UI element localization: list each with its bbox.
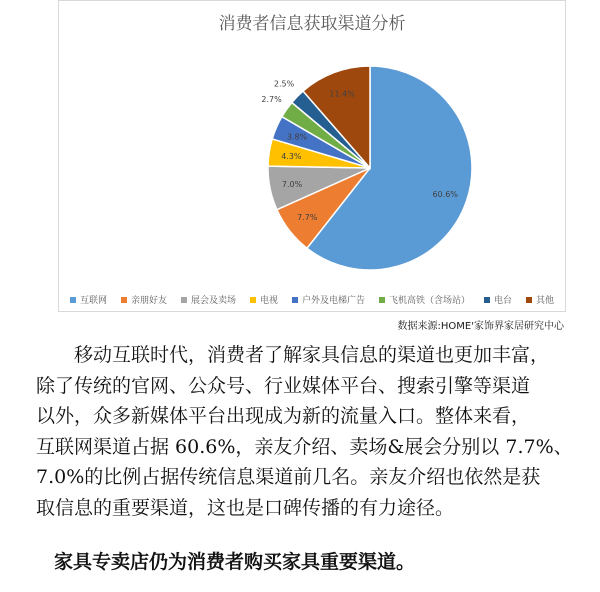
legend-swatch xyxy=(181,297,187,303)
pie-chart xyxy=(58,0,566,312)
paragraph-line: 除了传统的官网、公众号、行业媒体平台、搜索引擎等渠道 xyxy=(36,374,531,397)
legend-swatch xyxy=(379,297,385,303)
chart-title: 消费者信息获取渠道分析 xyxy=(218,14,406,34)
slice-data-label: 7.0% xyxy=(281,179,303,189)
pie-plot xyxy=(59,1,567,291)
slice-data-label: 60.6% xyxy=(432,190,458,200)
legend-label: 互联网 xyxy=(79,296,107,306)
chart-legend xyxy=(59,293,565,306)
legend-label: 其他 xyxy=(536,296,555,306)
legend-entry xyxy=(250,293,278,306)
section-heading: 家具专卖店仍为消费者购买家具重要渠道。 xyxy=(54,551,416,573)
legend-label: 展会及卖场 xyxy=(190,296,236,306)
legend-swatch xyxy=(70,297,76,303)
slice-data-label: 4.3% xyxy=(281,151,302,161)
legend-swatch xyxy=(292,297,298,303)
data-source-note: 数据来源:HOME'家饰界家居研究中心 xyxy=(397,321,564,332)
legend-entry xyxy=(181,293,236,306)
legend-label: 户外及电梯广告 xyxy=(302,296,366,306)
legend-entry xyxy=(526,293,554,306)
paragraph-line: 以外，众多新媒体平台出现成为新的流量入口。整体来看， xyxy=(36,405,531,427)
paragraph-line: 7.0%的比例占据传统信息渠道前几名。亲友介绍也依然是获 xyxy=(36,466,541,488)
legend-label: 飞机高铁（含场站） xyxy=(389,296,471,306)
legend-entry xyxy=(292,293,365,306)
legend-entry xyxy=(70,293,107,306)
slice-data-label: 3.8% xyxy=(286,132,308,142)
paragraph-line: 移动互联时代，消费者了解家具信息的渠道也更加丰富， xyxy=(74,344,550,366)
paragraph-line: 互联网渠道占据 60.6%，亲友介绍、卖场&展会分别以 7.7%、 xyxy=(36,435,573,458)
legend-entry xyxy=(484,293,512,306)
paragraph-line: 取信息的重要渠道，这也是口碑传播的有力途径。 xyxy=(36,496,455,519)
legend-swatch xyxy=(250,297,256,303)
legend-label: 电视 xyxy=(259,296,278,306)
legend-swatch xyxy=(121,297,127,303)
legend-swatch xyxy=(484,297,490,303)
body-paragraph xyxy=(36,340,576,523)
slice-data-label: 7.7% xyxy=(297,212,318,222)
legend-label: 亲朋好友 xyxy=(130,296,167,306)
slice-data-label: 11.4% xyxy=(329,89,355,99)
legend-swatch xyxy=(526,297,532,303)
legend-entry xyxy=(121,293,167,306)
slice-data-label: 2.7% xyxy=(261,94,282,104)
slice-data-label: 2.5% xyxy=(273,79,295,89)
legend-entry xyxy=(379,293,470,306)
legend-label: 电台 xyxy=(494,296,513,306)
